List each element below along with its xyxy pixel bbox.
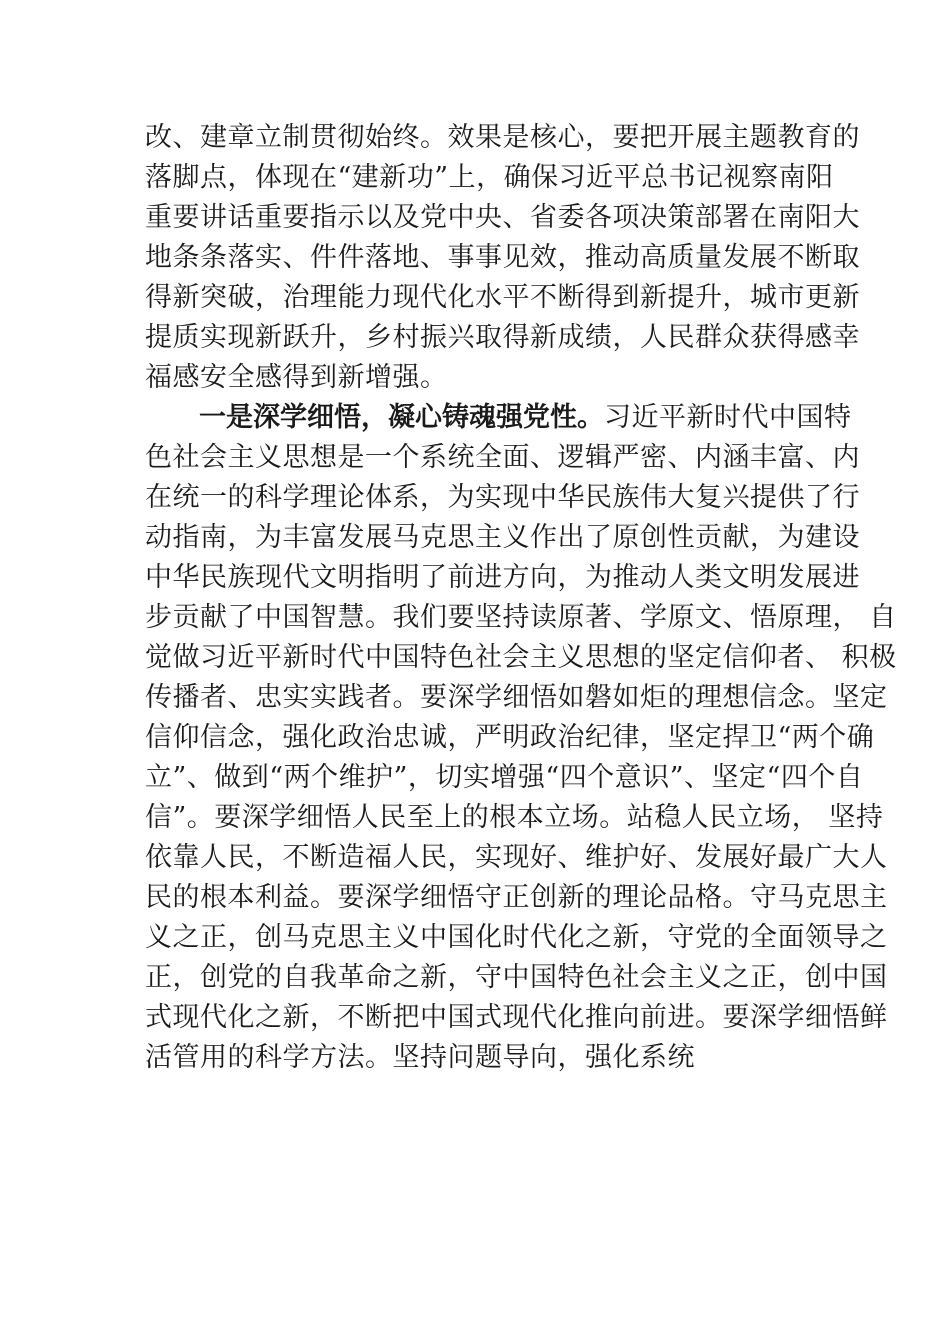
paragraph-2	[145, 398, 897, 1078]
text-line: 正，创党的自我革命之新，守中国特色社会主义之正，创中国	[145, 962, 888, 993]
paragraph-1	[145, 118, 860, 398]
text-line: 步贡献了中国智慧。我们要坚持读原著、学原文、悟原理， 自	[145, 602, 897, 633]
text-line: 觉做习近平新时代中国特色社会主义思想的坚定信仰者、 积极	[145, 642, 897, 673]
text-line: 改、建章立制贯彻始终。效果是核心，要把开展主题教育的	[145, 122, 860, 153]
text-line: 信仰信念，强化政治忠诚，严明政治纪律，坚定捍卫“两个确	[145, 722, 875, 753]
text-line: 在统一的科学理论体系，为实现中华民族伟大复兴提供了行	[145, 482, 860, 513]
text-line: 信”。要深学细悟人民至上的根本立场。站稳人民立场， 坚持	[145, 802, 884, 833]
text-line: 传播者、忠实实践者。要深学细悟如磐如炬的理想信念。坚定	[145, 682, 888, 713]
text-line: 民的根本利益。要深学细悟守正创新的理论品格。守马克思主	[145, 882, 888, 913]
text-line: 提质实现新跃升，乡村振兴取得新成绩，人民群众获得感幸	[145, 322, 860, 353]
text-line: 得新突破，治理能力现代化水平不断得到新提升，城市更新	[145, 282, 860, 313]
text-line: 动指南，为丰富发展马克思主义作出了原创性贡献，为建设	[145, 522, 860, 553]
text-line: 立”、做到“两个维护”，切实增强“四个意识”、坚定“四个自	[145, 762, 864, 793]
heading-line-rest: 习近平新时代中国特	[604, 402, 852, 433]
text-line: 活管用的科学方法。坚持问题导向，强化系统	[145, 1042, 695, 1073]
text-line: 义之正，创马克思主义中国化时代化之新，守党的全面领导之	[145, 922, 888, 953]
text-line: 中华民族现代文明指明了前进方向，为推动人类文明发展进	[145, 562, 860, 593]
text-line: 色社会主义思想是一个系统全面、逻辑严密、内涵丰富、内	[145, 442, 860, 473]
text-line	[145, 398, 852, 438]
text-line: 福感安全感得到新增强。	[145, 362, 448, 393]
section-heading: 一是深学细悟，凝心铸魂强党性。	[199, 402, 604, 433]
text-line: 依靠人民，不断造福人民，实现好、维护好、发展好最广大人	[145, 842, 888, 873]
text-line: 式现代化之新，不断把中国式现代化推向前进。要深学细悟鲜	[145, 1002, 888, 1033]
text-line: 地条条落实、件件落地、事事见效，推动高质量发展不断取	[145, 242, 860, 273]
body-text	[145, 118, 897, 1078]
text-line: 重要讲话重要指示以及党中央、省委各项决策部署在南阳大	[145, 202, 860, 233]
text-line: 落脚点，体现在“建新功”上，确保习近平总书记视察南阳	[145, 162, 834, 193]
